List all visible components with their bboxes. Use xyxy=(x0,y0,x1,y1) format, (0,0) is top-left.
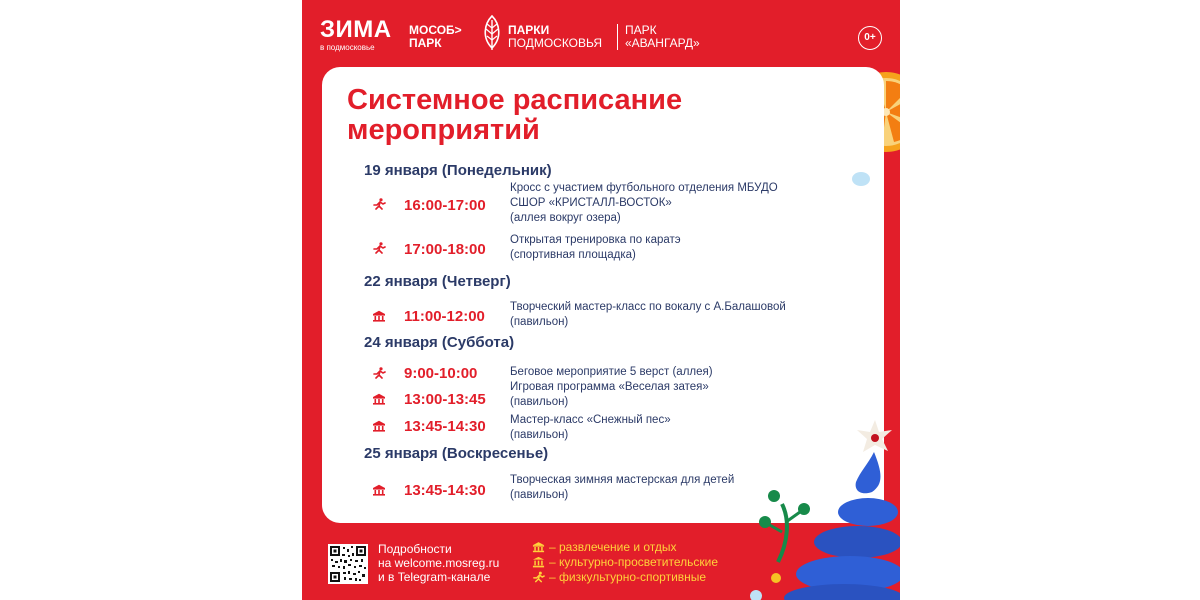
runner-icon xyxy=(532,571,545,583)
event-description-line: Открытая тренировка по каратэ xyxy=(510,234,681,246)
event-description-line: (павильон) xyxy=(510,396,569,408)
zima-logo xyxy=(320,18,392,52)
carousel-icon xyxy=(532,541,545,553)
event-description-line: (павильон) xyxy=(510,316,569,328)
carousel-icon xyxy=(372,484,386,496)
park-logo-line2: «АВАНГАРД» xyxy=(625,36,700,50)
event-description xyxy=(510,380,830,410)
qr-code[interactable] xyxy=(328,544,368,584)
legend-label: – физкультурно-спортивные xyxy=(549,570,707,584)
logo-divider xyxy=(617,24,618,50)
event-description-line: Творческая зимняя мастерская для детей xyxy=(510,474,735,486)
day-header: 24 января (Суббота) xyxy=(364,334,515,351)
event-description-line: (павильон) xyxy=(510,429,569,441)
event-time: 11:00-12:00 xyxy=(404,308,485,325)
legend-label: – развлечение и отдых xyxy=(549,540,677,554)
event-description xyxy=(510,233,830,263)
runner-icon xyxy=(372,198,386,210)
runner-icon xyxy=(372,242,386,254)
event-description-line: Игровая программа «Веселая затея» xyxy=(510,381,709,393)
details-link[interactable]: на welcome.mosreg.ru xyxy=(378,556,500,570)
event-description-line: (аллея вокруг озера) xyxy=(510,212,621,224)
header xyxy=(302,14,900,60)
leaf-icon xyxy=(480,14,504,52)
details-line: Подробности xyxy=(378,542,452,556)
event-description-line: Кросс с участием футбольного отделения МБУДО xyxy=(510,182,778,194)
event-time: 16:00-17:00 xyxy=(404,197,486,214)
event-description xyxy=(510,300,830,330)
event-description-line: Мастер-класс «Снежный пес» xyxy=(510,414,671,426)
park-logo-line1: ПАРК xyxy=(625,23,657,37)
day-header: 25 января (Воскресенье) xyxy=(364,445,549,462)
mosobpark-logo xyxy=(409,24,462,50)
mosobpark-logo-line1: МОСОБ> xyxy=(409,23,462,37)
parki-logo-line2: ПОДМОСКОВЬЯ xyxy=(508,36,603,50)
park-avangard-logo xyxy=(625,24,700,50)
christmas-tree-decoration xyxy=(732,412,900,600)
poster xyxy=(302,0,900,600)
details-text xyxy=(378,542,499,584)
carousel-icon xyxy=(372,420,386,432)
mosobpark-logo-line2: ПАРК xyxy=(409,36,442,50)
event-time: 13:45-14:30 xyxy=(404,482,486,499)
event-description-line: СШОР «КРИСТАЛЛ-ВОСТОК» xyxy=(510,197,672,209)
event-description-line: (спортивная площадка) xyxy=(510,249,636,261)
zima-logo-subtext: в подмосковье xyxy=(320,43,375,52)
zima-logo-text: ЗИМА xyxy=(320,16,392,43)
age-rating-badge: 0+ xyxy=(858,26,882,50)
parki-logo-line1: ПАРКИ xyxy=(508,23,550,37)
event-time: 9:00-10:00 xyxy=(404,365,478,382)
event-description-line: Беговое мероприятие 5 верст (аллея) xyxy=(510,366,713,378)
event-description-line: (павильон) xyxy=(510,489,569,501)
day-header: 22 января (Четверг) xyxy=(364,273,511,290)
carousel-icon xyxy=(372,310,386,322)
event-description xyxy=(510,181,830,226)
event-time: 13:45-14:30 xyxy=(404,418,486,435)
page-title: Системное расписание мероприятий xyxy=(347,84,683,146)
day-header: 19 января (Понедельник) xyxy=(364,162,552,179)
snowflake-dot-decoration xyxy=(850,168,872,190)
runner-icon xyxy=(372,367,386,379)
event-description xyxy=(510,365,830,380)
museum-icon xyxy=(532,556,545,568)
details-line: и в Telegram-канале xyxy=(378,570,491,584)
event-description-line: Творческий мастер-класс по вокалу с А.Балашовой xyxy=(510,301,786,313)
carousel-icon xyxy=(372,393,386,405)
event-time: 17:00-18:00 xyxy=(404,241,486,258)
legend-label: – культурно-просветительские xyxy=(549,555,718,569)
event-time: 13:00-13:45 xyxy=(404,391,486,408)
